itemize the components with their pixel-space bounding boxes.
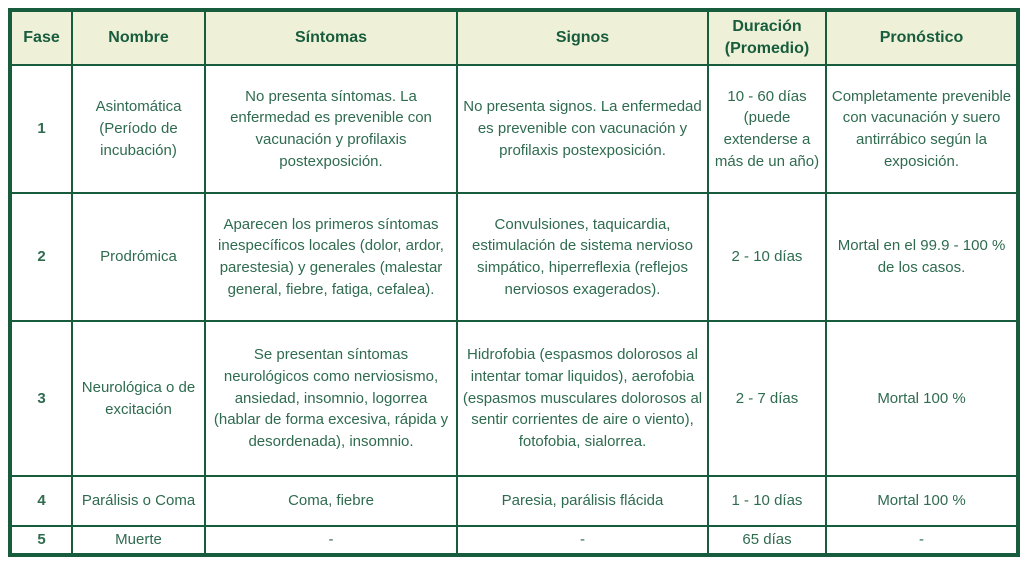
table-row-phase-2 — [10, 193, 1018, 321]
cell-signos: Convulsiones, taquicardia, estimulación de sistema nervioso simpático, hiperreflexia (reflejos nerviosos exagerados). — [457, 193, 708, 321]
cell-sintomas: No presenta síntomas. La enfermedad es prevenible con vacunación y profilaxis postexposición. — [205, 65, 457, 193]
col-header-fase: Fase — [10, 10, 72, 65]
cell-pronostico: - — [826, 526, 1018, 555]
cell-sintomas: - — [205, 526, 457, 555]
cell-fase: 3 — [10, 321, 72, 476]
cell-nombre: Prodrómica — [72, 193, 205, 321]
col-header-nombre: Nombre — [72, 10, 205, 65]
cell-pronostico: Completamente prevenible con vacunación y suero antirrábico según la exposición. — [826, 65, 1018, 193]
cell-signos: Paresia, parálisis flácida — [457, 476, 708, 526]
cell-pronostico: Mortal 100 % — [826, 321, 1018, 476]
header-row — [10, 10, 1018, 65]
cell-signos: No presenta signos. La enfermedad es prevenible con vacunación y profilaxis postexposición. — [457, 65, 708, 193]
cell-fase: 1 — [10, 65, 72, 193]
cell-fase: 2 — [10, 193, 72, 321]
table-row-phase-4 — [10, 476, 1018, 526]
col-header-duracion: Duración (Promedio) — [708, 10, 826, 65]
cell-duracion: 1 - 10 días — [708, 476, 826, 526]
cell-duracion: 2 - 7 días — [708, 321, 826, 476]
rabies-phases-table — [8, 8, 1020, 557]
cell-sintomas: Aparecen los primeros síntomas inespecíficos locales (dolor, ardor, parestesia) y generales (malestar general, fiebre, fatiga, cefalea). — [205, 193, 457, 321]
cell-sintomas: Coma, fiebre — [205, 476, 457, 526]
cell-signos: - — [457, 526, 708, 555]
col-header-sintomas: Síntomas — [205, 10, 457, 65]
table-row-phase-3 — [10, 321, 1018, 476]
cell-fase: 4 — [10, 476, 72, 526]
cell-duracion: 2 - 10 días — [708, 193, 826, 321]
cell-nombre: Asintomática (Período de incubación) — [72, 65, 205, 193]
col-header-signos: Signos — [457, 10, 708, 65]
cell-nombre: Muerte — [72, 526, 205, 555]
cell-duracion: 65 días — [708, 526, 826, 555]
cell-duracion: 10 - 60 días (puede extenderse a más de un año) — [708, 65, 826, 193]
cell-fase: 5 — [10, 526, 72, 555]
table-row-phase-5 — [10, 526, 1018, 555]
cell-sintomas: Se presentan síntomas neurológicos como nerviosismo, ansiedad, insomnio, logorrea (hablar de forma excesiva, rápida y desordenada), insomnio. — [205, 321, 457, 476]
cell-pronostico: Mortal en el 99.9 - 100 % de los casos. — [826, 193, 1018, 321]
cell-nombre: Neurológica o de excitación — [72, 321, 205, 476]
col-header-pronostico: Pronóstico — [826, 10, 1018, 65]
cell-pronostico: Mortal 100 % — [826, 476, 1018, 526]
cell-nombre: Parálisis o Coma — [72, 476, 205, 526]
table-row-phase-1 — [10, 65, 1018, 193]
cell-signos: Hidrofobia (espasmos dolorosos al intentar tomar liquidos), aerofobia (espasmos musculares dolorosos al sentir corrientes de aire o viento), fotofobia, sialorrea. — [457, 321, 708, 476]
